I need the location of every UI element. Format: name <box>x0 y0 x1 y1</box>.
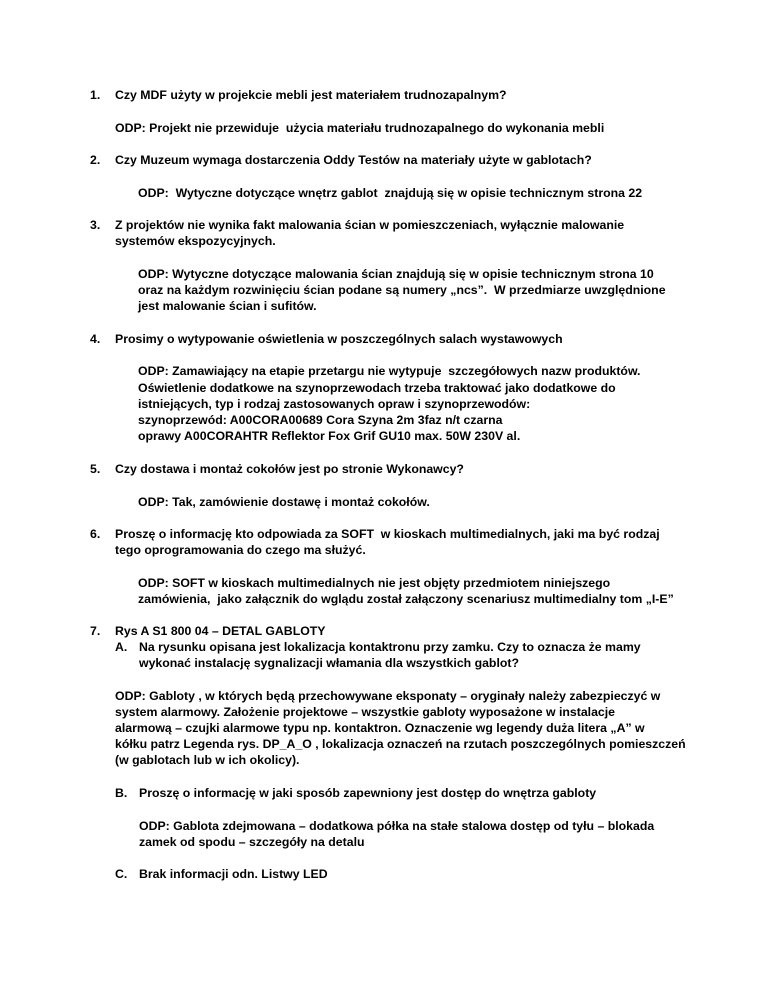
answer-text: ODP: Wytyczne dotyczące malowania ścian znajdują się w opisie technicznym strona 10 <box>138 267 654 281</box>
answer-text: szynoprzewód: A00CORA00689 Cora Szyna 2m 3faz n/t czarna <box>138 413 503 427</box>
question-text: Prosimy o wytypowanie oświetlenia w poszczególnych salach wystawowych <box>115 332 563 346</box>
answer-text: Oświetlenie dodatkowe na szynoprzewodach trzeba traktować jako dodatkowe do <box>138 381 616 395</box>
question-text: tego oprogramowania do czego ma służyć. <box>115 543 366 557</box>
question-number: 3. <box>90 218 101 232</box>
answer-text: oprawy A00CORAHTR Reflektor Fox Grif GU10 max. 50W 230V al. <box>138 429 521 443</box>
question-text: Z projektów nie wynika fakt malowania ścian w pomieszczeniach, wyłącznie malowanie <box>115 218 625 232</box>
answer-text: zamek od spodu – szczegóły na detalu <box>139 835 365 849</box>
answer-text: (w gablotach lub w ich okolicy). <box>115 753 300 767</box>
answer-text: ODP: Gabloty , w których będą przechowywane eksponaty – oryginały należy zabezpieczyć w <box>115 689 661 703</box>
answer-text: ODP: Wytyczne dotyczące wnętrz gablot znajdują się w opisie technicznym strona 22 <box>138 186 643 200</box>
answer-text: alarmową – czujki alarmowe typu np. kontaktron. Oznaczenie wg legendy duża litera „A” w <box>115 721 645 735</box>
answer-text: ODP: SOFT w kioskach multimedialnych nie jest objęty przedmiotem niniejszego <box>138 576 611 590</box>
answer-text: jest malowanie ścian i sufitów. <box>138 299 317 313</box>
question-text: Proszę o informację kto odpowiada za SOFT w kioskach multimedialnych, jaki ma być rodzaj <box>115 527 660 541</box>
answer-text: system alarmowy. Założenie projektowe – wszystkie gabloty wyposażone w instalacje <box>115 705 616 719</box>
answer-text: zamówienia, jako załącznik do wglądu został załączony scenariusz multimedialny tom „I-E” <box>138 592 674 606</box>
answer-text: ODP: Gablota zdejmowana – dodatkowa półka na stałe stalowa dostęp od tyłu – blokada <box>139 819 655 833</box>
question-title: Rys A S1 800 04 – DETAL GABLOTY <box>115 624 326 638</box>
question-number: 2. <box>90 153 101 167</box>
answer-text: ODP: Tak, zamówienie dostawę i montaż cokołów. <box>138 495 430 509</box>
question-text: Czy Muzeum wymaga dostarczenia Oddy Testów na materiały użyte w gablotach? <box>115 153 592 167</box>
question-text: systemów ekspozycyjnych. <box>115 234 276 248</box>
question-number: 6. <box>90 527 101 541</box>
subquestion-text: Proszę o informację w jaki sposób zapewniony jest dostęp do wnętrza gabloty <box>139 786 597 800</box>
answer-text: istniejących, typ i rodzaj zastosowanych opraw i szynoprzewodów: <box>138 397 531 411</box>
answer-text: ODP: Projekt nie przewiduje użycia materiału trudnozapalnego do wykonania mebli <box>115 121 605 135</box>
question-text: Czy dostawa i montaż cokołów jest po stronie Wykonawcy? <box>115 462 464 476</box>
question-text: Czy MDF użyty w projekcie mebli jest materiałem trudnozapalnym? <box>115 88 507 102</box>
subquestion-letter: B. <box>115 786 128 800</box>
subquestion-text: wykonać instalację sygnalizacji włamania dla wszystkich gablot? <box>139 656 519 670</box>
answer-text: kółku patrz Legenda rys. DP_A_O , lokalizacja oznaczeń na rzutach poszczególnych pomieszczeń <box>115 737 686 751</box>
question-number: 1. <box>90 88 101 102</box>
question-number: 4. <box>90 332 101 346</box>
answer-text: ODP: Zamawiający na etapie przetargu nie wytypuje szczegółowych nazw produktów. <box>138 364 641 378</box>
subquestion-text: Na rysunku opisana jest lokalizacja kontaktronu przy zamku. Czy to oznacza że mamy <box>139 640 641 654</box>
subquestion-letter: A. <box>115 640 128 654</box>
subquestion-text: Brak informacji odn. Listwy LED <box>139 867 328 881</box>
subquestion-letter: C. <box>115 867 128 881</box>
question-number: 5. <box>90 462 101 476</box>
answer-text: oraz na każdym rozwinięciu ścian podane są numery „ncs”. W przedmiarze uwzględnione <box>138 283 666 297</box>
question-number: 7. <box>90 624 101 638</box>
